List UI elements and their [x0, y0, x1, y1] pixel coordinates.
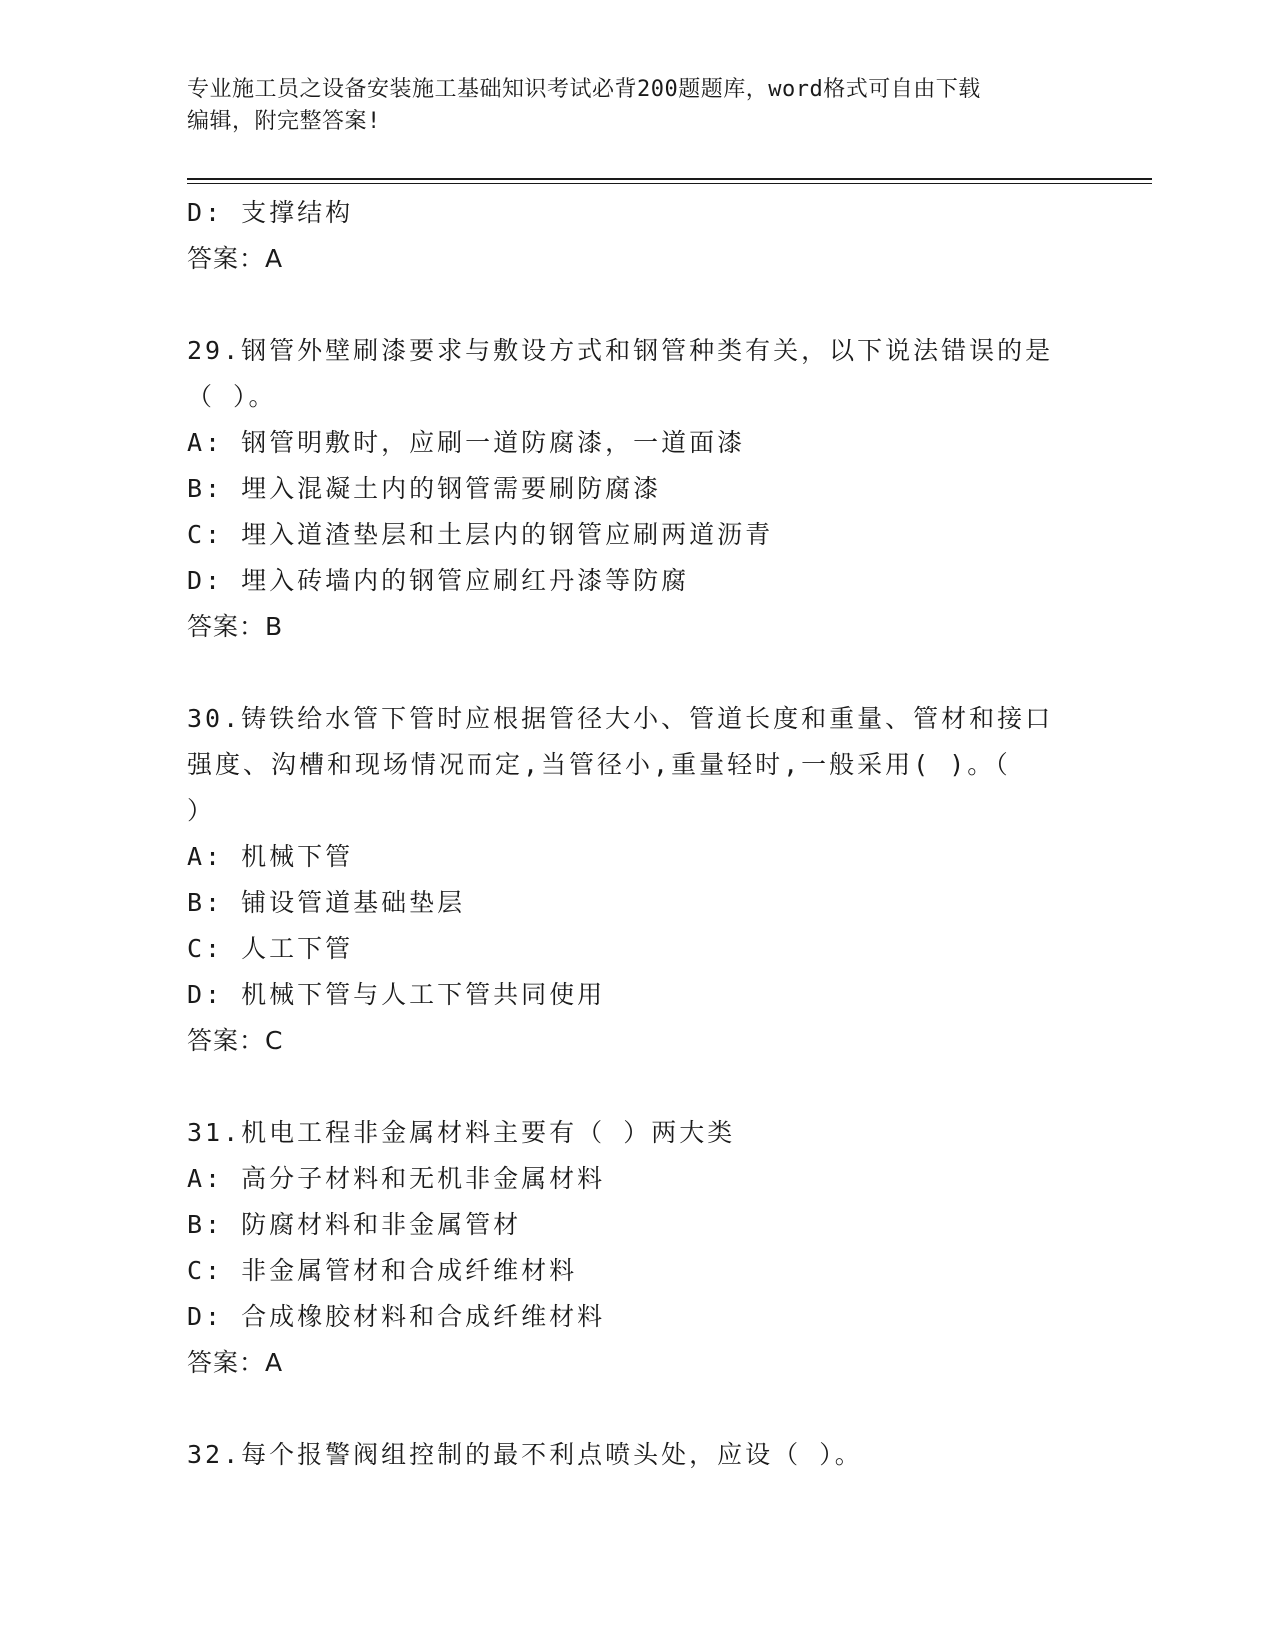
answer-line: 答案：A — [187, 244, 284, 273]
question-text-line-1: 32.每个报警阀组控制的最不利点喷头处，应设（ ）。 — [187, 1440, 863, 1469]
spacer — [187, 282, 1087, 328]
header-title-line-2: 编辑，附完整答案! — [187, 109, 381, 134]
question-block-30 — [187, 696, 1087, 1064]
question-block-29 — [187, 328, 1087, 650]
spacer — [187, 1064, 1087, 1110]
question-block-31 — [187, 1110, 1087, 1386]
option-a: A: 机械下管 — [187, 842, 354, 871]
question-text-line-1: 30.铸铁给水管下管时应根据管径大小、管道长度和重量、管材和接口 — [187, 704, 1054, 733]
option-d: D: 机械下管与人工下管共同使用 — [187, 980, 606, 1009]
option-a: A: 高分子材料和无机非金属材料 — [187, 1164, 606, 1193]
answer-line: 答案：C — [187, 1026, 284, 1055]
option-c: C: 埋入道渣垫层和土层内的钢管应刷两道沥青 — [187, 520, 774, 549]
option-b: B: 埋入混凝土内的钢管需要刷防腐漆 — [187, 474, 662, 503]
question-block-32 — [187, 1432, 1087, 1478]
option-b: B: 铺设管道基础垫层 — [187, 888, 466, 917]
question-text-line-1: 29.钢管外壁刷漆要求与敷设方式和钢管种类有关，以下说法错误的是 — [187, 336, 1054, 365]
question-text-line-2: 强度、沟槽和现场情况而定,当管径小,重量轻时,一般采用( )。（ — [187, 750, 1011, 779]
header-divider-thin — [187, 183, 1152, 184]
header-title-line-1: 专业施工员之设备安装施工基础知识考试必背200题题库，word格式可自由下载 — [187, 77, 981, 102]
spacer — [187, 1386, 1087, 1432]
option-d: D: 支撑结构 — [187, 198, 354, 227]
option-c: C: 人工下管 — [187, 934, 354, 963]
answer-line: 答案：A — [187, 1348, 284, 1377]
option-a: A: 钢管明敷时，应刷一道防腐漆，一道面漆 — [187, 428, 746, 457]
question-text-line-3: ） — [187, 796, 216, 825]
page-header — [187, 74, 1067, 138]
option-d: D: 合成橡胶材料和合成纤维材料 — [187, 1302, 606, 1331]
option-b: B: 防腐材料和非金属管材 — [187, 1210, 522, 1239]
option-c: C: 非金属管材和合成纤维材料 — [187, 1256, 578, 1285]
spacer — [187, 650, 1087, 696]
question-block-28 — [187, 190, 1087, 282]
question-text-line-2: （ ）。 — [187, 382, 277, 411]
header-divider-thick — [187, 178, 1152, 180]
answer-line: 答案：B — [187, 612, 284, 641]
option-d: D: 埋入砖墙内的钢管应刷红丹漆等防腐 — [187, 566, 690, 595]
question-list — [187, 190, 1087, 1478]
question-text-line-1: 31.机电工程非金属材料主要有（ ）两大类 — [187, 1118, 736, 1147]
